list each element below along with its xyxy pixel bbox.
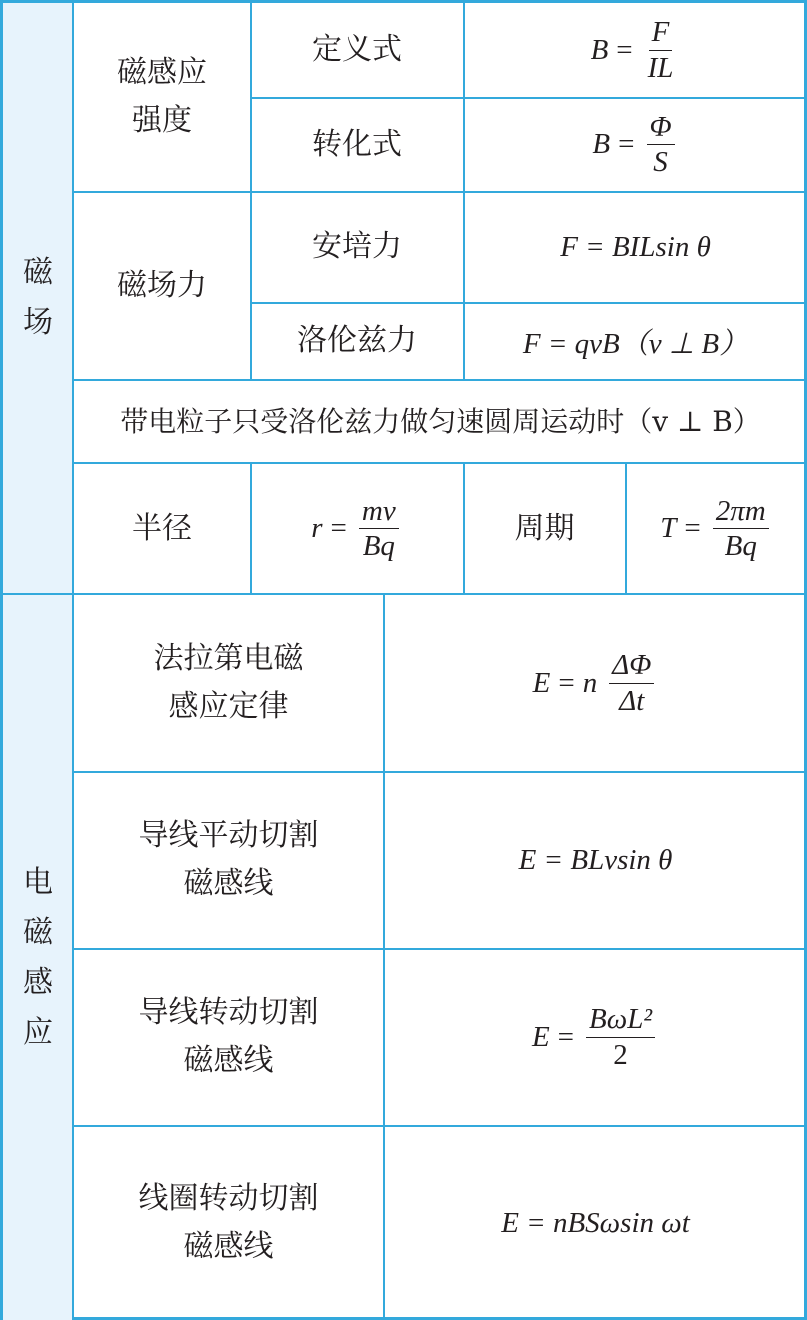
conversion-label: 转化式	[312, 126, 402, 162]
grid-line	[383, 594, 385, 1320]
em-induction-side-header	[3, 595, 73, 1320]
force-label: 磁场力	[117, 267, 207, 303]
side-char: 场	[23, 305, 53, 340]
grid-line	[463, 463, 465, 594]
grid-line	[73, 191, 807, 193]
grid-line	[73, 1125, 807, 1127]
definition-label: 定义式	[312, 32, 402, 67]
ampere-formula: F = BILsin θ	[560, 230, 711, 263]
circular-motion-title: 带电粒子只受洛伦兹力做匀速圆周运动时（v ⊥ B）	[120, 404, 761, 438]
grid-line	[625, 463, 627, 594]
grid-line	[73, 771, 807, 773]
grid-line	[72, 3, 74, 1320]
magnetic-field-side-header	[3, 3, 73, 593]
grid-line	[251, 302, 807, 304]
coil-rotation-label: 线圈转动切割 磁感线	[138, 1181, 319, 1264]
side-char: 磁	[23, 914, 53, 950]
period-label: 周期	[514, 510, 575, 546]
grid-line	[250, 463, 252, 594]
side-char: 电	[23, 864, 53, 900]
lorentz-formula: F = qvB（v ⊥ B）	[522, 327, 749, 360]
lorentz-label: 洛伦兹力	[297, 323, 417, 358]
side-char: 磁	[23, 255, 53, 290]
grid-line	[251, 97, 807, 99]
rotation-cut-formula: E = $\frac{\text{BωL²}}{2}$	[384, 949, 807, 1125]
grid-line	[73, 379, 807, 381]
coil-rotation-formula: E = nBSωsin ωt	[501, 1206, 690, 1239]
section-divider	[3, 593, 807, 595]
definition-formula: B = $\frac{F}{IL}$	[590, 16, 674, 84]
radius-label: 半径	[132, 510, 192, 546]
grid-line	[73, 462, 807, 464]
ampere-label: 安培力	[312, 229, 402, 264]
side-char: 应	[23, 1014, 53, 1050]
radius-formula: r = $\frac{mv}{Bq}$	[251, 464, 463, 593]
translation-cut-formula: E = BLvsin θ	[518, 843, 673, 876]
grid-line	[73, 948, 807, 950]
side-char: 感	[23, 964, 53, 1000]
conversion-formula: B = $\frac{\Phi}{S}$	[464, 98, 807, 191]
period-formula: T = $\frac{2\pi m}{Bq}$	[626, 464, 807, 593]
induction-label: 磁感应 强度	[117, 55, 207, 138]
faraday-formula: E = n $\frac{\Delta\Phi}{\Delta t}$	[384, 595, 807, 771]
faraday-label: 法拉第电磁 感应定律	[153, 641, 304, 724]
translation-cut-label: 导线平动切割 磁感线	[138, 818, 319, 901]
rotation-cut-label: 导线转动切割 磁感线	[138, 995, 319, 1078]
